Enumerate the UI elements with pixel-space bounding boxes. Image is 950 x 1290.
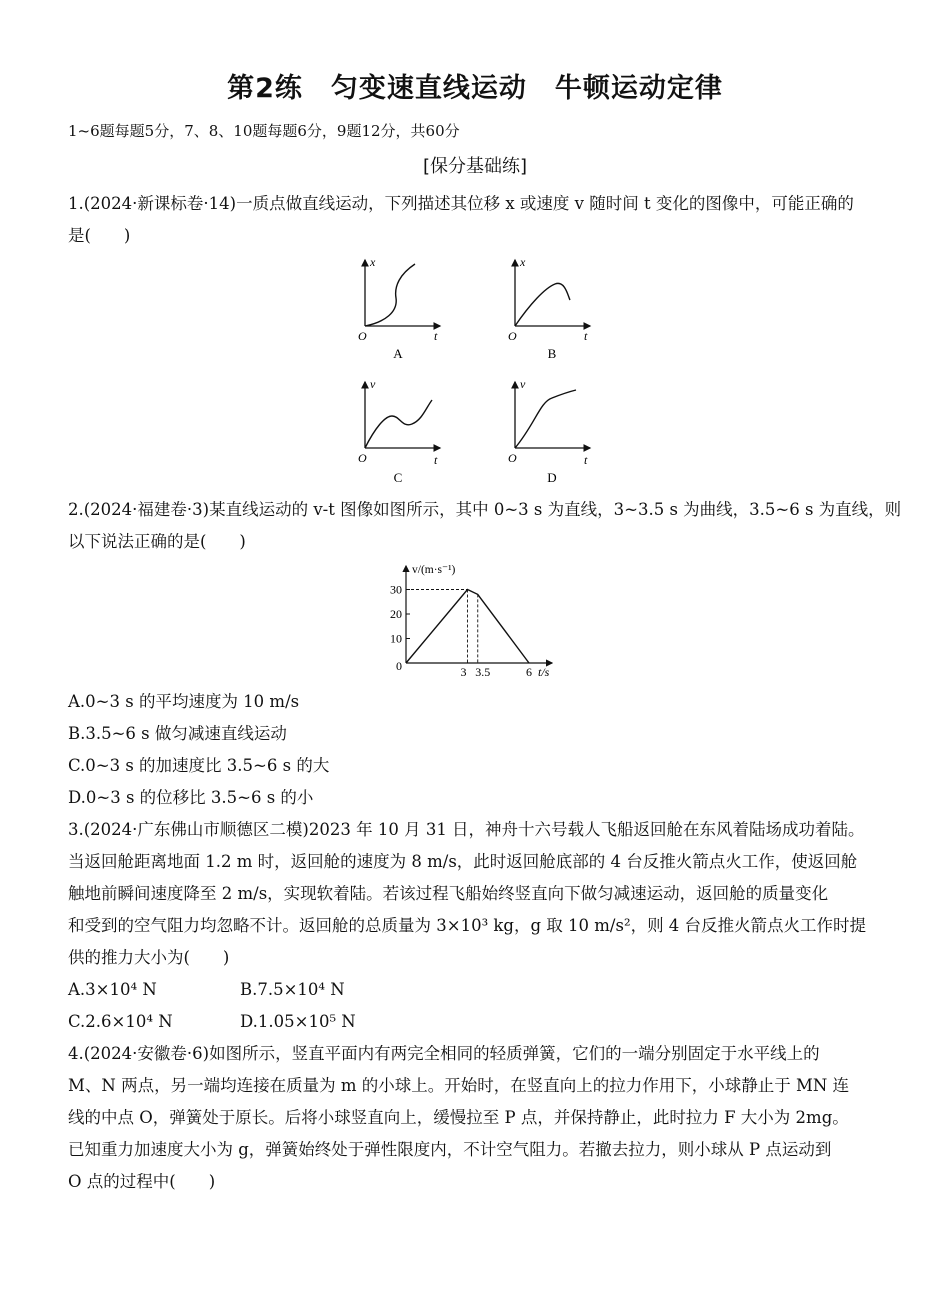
q2-vt-chart xyxy=(382,558,568,682)
graph-c-origin: O xyxy=(358,451,367,465)
q4-line1: 4.(2024·安徽卷·6)如图所示，竖直平面内有两完全相同的轻质弹簧，它们的一端分别固定于水平线上的 xyxy=(68,1044,820,1063)
q3-line4: 和受到的空气阻力均忽略不计。返回舱的总质量为 3×10³ kg，g 取 10 m/s²，则 4 台反推火箭点火工作时提 xyxy=(68,916,867,935)
q2-option-c: C.0~3 s 的加速度比 3.5~6 s 的大 xyxy=(68,756,330,775)
graph-a-yaxis: x xyxy=(370,255,376,269)
q1-line1: 1.(2024·新课标卷·14)一质点做直线运动，下列描述其位移 x 或速度 v 随时间 t 变化的图像中，可能正确的 xyxy=(68,194,854,213)
graph-a xyxy=(358,255,440,361)
graph-a-label: A xyxy=(393,346,403,361)
vt-ytick-label: 30 xyxy=(390,582,402,597)
vt-xtick-label: 3 xyxy=(460,665,467,679)
q4-line2: M、N 两点，另一端均连接在质量为 m 的小球上。开始时，在竖直向上的拉力作用下，小球静止于 MN 连 xyxy=(68,1076,850,1095)
graph-b-yaxis: x xyxy=(520,255,526,269)
graph-c-label: C xyxy=(393,470,403,485)
graph-b-origin: O xyxy=(508,329,517,343)
q4-line3: 线的中点 O，弹簧处于原长。后将小球竖直向上，缓慢拉至 P 点，并保持静止，此时拉力 F 大小为 2mg。 xyxy=(68,1108,849,1127)
graph-b-label: B xyxy=(547,346,557,361)
graph-d-label: D xyxy=(547,470,557,485)
score-note: 1~6题每题5分，7、8、10题每题6分，9题12分，共60分 xyxy=(68,122,460,140)
graph-a-curve xyxy=(365,264,415,326)
q2-option-a: A.0~3 s 的平均速度为 10 m/s xyxy=(68,692,300,711)
q4-line4: 已知重力加速度大小为 g，弹簧始终处于弹性限度内，不计空气阻力。若撤去拉力，则小球从 P 点运动到 xyxy=(68,1140,832,1159)
graph-b xyxy=(508,255,590,361)
q3-line1: 3.(2024·广东佛山市顺德区二模)2023 年 10 月 31 日，神舟十六号载人飞船返回舱在东风着陆场成功着陆。 xyxy=(68,820,865,839)
q3-option-a: A.3×10⁴ N xyxy=(68,980,157,999)
vt-xtick-label: 6 xyxy=(526,665,532,679)
graph-d-yaxis: v xyxy=(520,377,526,391)
vt-ytick-label: 10 xyxy=(390,631,402,646)
vt-xtick-label: 3.5 xyxy=(475,665,491,679)
q3-option-c: C.2.6×10⁴ N xyxy=(68,1012,173,1031)
q2-option-d: D.0~3 s 的位移比 3.5~6 s 的小 xyxy=(68,788,314,807)
graph-a-origin: O xyxy=(358,329,367,343)
graph-a-xaxis: t xyxy=(434,329,438,343)
graph-d xyxy=(508,377,590,485)
q3-option-b: B.7.5×10⁴ N xyxy=(240,980,345,999)
q1-line2: 是( ) xyxy=(68,226,131,245)
graph-c-xaxis: t xyxy=(434,453,438,467)
graph-b-xaxis: t xyxy=(584,329,588,343)
graph-c-curve xyxy=(365,400,432,448)
q3-line2: 当返回舱距离地面 1.2 m 时，返回舱的速度为 8 m/s，此时返回舱底部的 4 台反推火箭点火工作，使返回舱 xyxy=(68,852,858,871)
section-heading: [保分基础练] xyxy=(422,156,528,177)
q1-graphs xyxy=(340,252,620,490)
q2-line2: 以下说法正确的是( ) xyxy=(68,532,246,551)
vt-ylabel: v/(m·s⁻¹) xyxy=(412,564,456,576)
q3-line3: 触地前瞬间速度降至 2 m/s，实现软着陆。若该过程飞船始终竖直向下做匀减速运动，返回舱的质量变化 xyxy=(68,884,829,903)
page-title: 第2练 匀变速直线运动 牛顿运动定律 xyxy=(227,73,723,104)
graph-d-xaxis: t xyxy=(584,453,588,467)
q3-line5: 供的推力大小为( ) xyxy=(68,948,230,967)
graph-b-curve xyxy=(515,283,570,326)
graph-c xyxy=(358,377,440,485)
q3-option-d: D.1.05×10⁵ N xyxy=(240,1012,356,1031)
graph-d-curve xyxy=(515,390,576,448)
graph-d-origin: O xyxy=(508,451,517,465)
q4-line5: O 点的过程中( ) xyxy=(68,1172,216,1191)
vt-xlabel: t/s xyxy=(538,665,550,679)
q2-line1: 2.(2024·福建卷·3)某直线运动的 v-t 图像如图所示，其中 0~3 s 为直线，3~3.5 s 为曲线，3.5~6 s 为直线，则 xyxy=(68,500,902,519)
graph-c-yaxis: v xyxy=(370,377,376,391)
q2-option-b: B.3.5~6 s 做匀减速直线运动 xyxy=(68,724,287,743)
vt-origin: 0 xyxy=(396,659,402,673)
vt-ytick-label: 20 xyxy=(390,607,402,621)
